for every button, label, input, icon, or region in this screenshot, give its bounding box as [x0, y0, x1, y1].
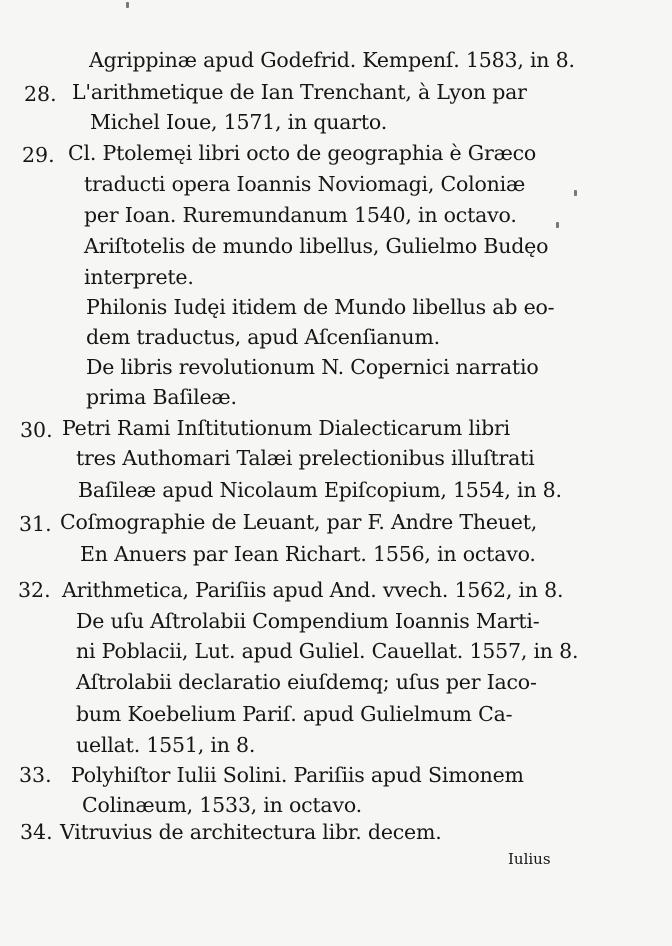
entry-number-29: 29.: [22, 143, 55, 167]
text-line: Cl. Ptolemęi libri octo de geographia è Græco: [68, 141, 537, 165]
text-line: Baſileæ apud Nicolaum Epiſcopium, 1554, in 8.: [78, 478, 562, 502]
text-line: dem traductus, apud Aſcenſianum.: [86, 325, 440, 349]
text-line: Aſtrolabii declaratio eiuſdemq; uſus per Iaco-: [76, 670, 537, 694]
text-line: De libris revolutionum N. Copernici narratio: [86, 355, 539, 379]
text-line: Arithmetica, Pariſiis apud And. vvech. 1562, in 8.: [62, 578, 564, 602]
text-line: Ariſtotelis de mundo libellus, Gulielmo Budęo: [84, 234, 549, 258]
entry-number-33: 33.: [19, 763, 52, 787]
text-line: tres Authomari Talæi prelectionibus illuſtrati: [76, 446, 535, 470]
catchword: Iulius: [508, 850, 551, 868]
text-line: ni Poblacii, Lut. apud Guliel. Cauellat. 1557, in 8.: [76, 639, 579, 663]
text-line: Vitruvius de architectura libr. decem.: [60, 820, 442, 844]
text-line: L'arithmetique de Ian Trenchant, à Lyon par: [72, 80, 527, 104]
text-line: per Ioan. Ruremundanum 1540, in octavo.: [84, 203, 517, 227]
text-line: interprete.: [84, 265, 194, 289]
print-speck: [574, 190, 577, 196]
text-line: Michel Ioue, 1571, in quarto.: [90, 110, 388, 134]
print-speck: [126, 2, 129, 8]
text-line: Polyhiſtor Iulii Solini. Pariſiis apud Simonem: [71, 763, 524, 787]
text-line: Agrippinæ apud Godefrid. Kempenſ. 1583, in 8.: [89, 48, 575, 72]
text-line: Coſmographie de Leuant, par F. Andre Theuet,: [60, 510, 538, 534]
text-line: En Anuers par Iean Richart. 1556, in octavo.: [80, 542, 536, 566]
text-line: bum Koebelium Pariſ. apud Gulielmum Ca-: [76, 702, 513, 726]
text-line: uellat. 1551, in 8.: [76, 733, 256, 757]
entry-number-28: 28.: [24, 82, 57, 106]
entry-number-32: 32.: [18, 578, 51, 602]
text-line: Petri Rami Inſtitutionum Dialecticarum libri: [62, 416, 511, 440]
text-line: traducti opera Ioannis Noviomagi, Coloniæ: [84, 172, 526, 196]
text-line: Philonis Iudęi itidem de Mundo libellus ab eo-: [86, 295, 555, 319]
print-speck: [556, 222, 559, 228]
text-line: Colinæum, 1533, in octavo.: [82, 793, 362, 817]
entry-number-30: 30.: [20, 418, 53, 442]
text-line: prima Baſileæ.: [86, 385, 237, 409]
text-line: De uſu Aſtrolabii Compendium Ioannis Marti-: [76, 609, 540, 633]
entry-number-31: 31.: [19, 512, 52, 536]
entry-number-34: 34.: [20, 820, 53, 844]
